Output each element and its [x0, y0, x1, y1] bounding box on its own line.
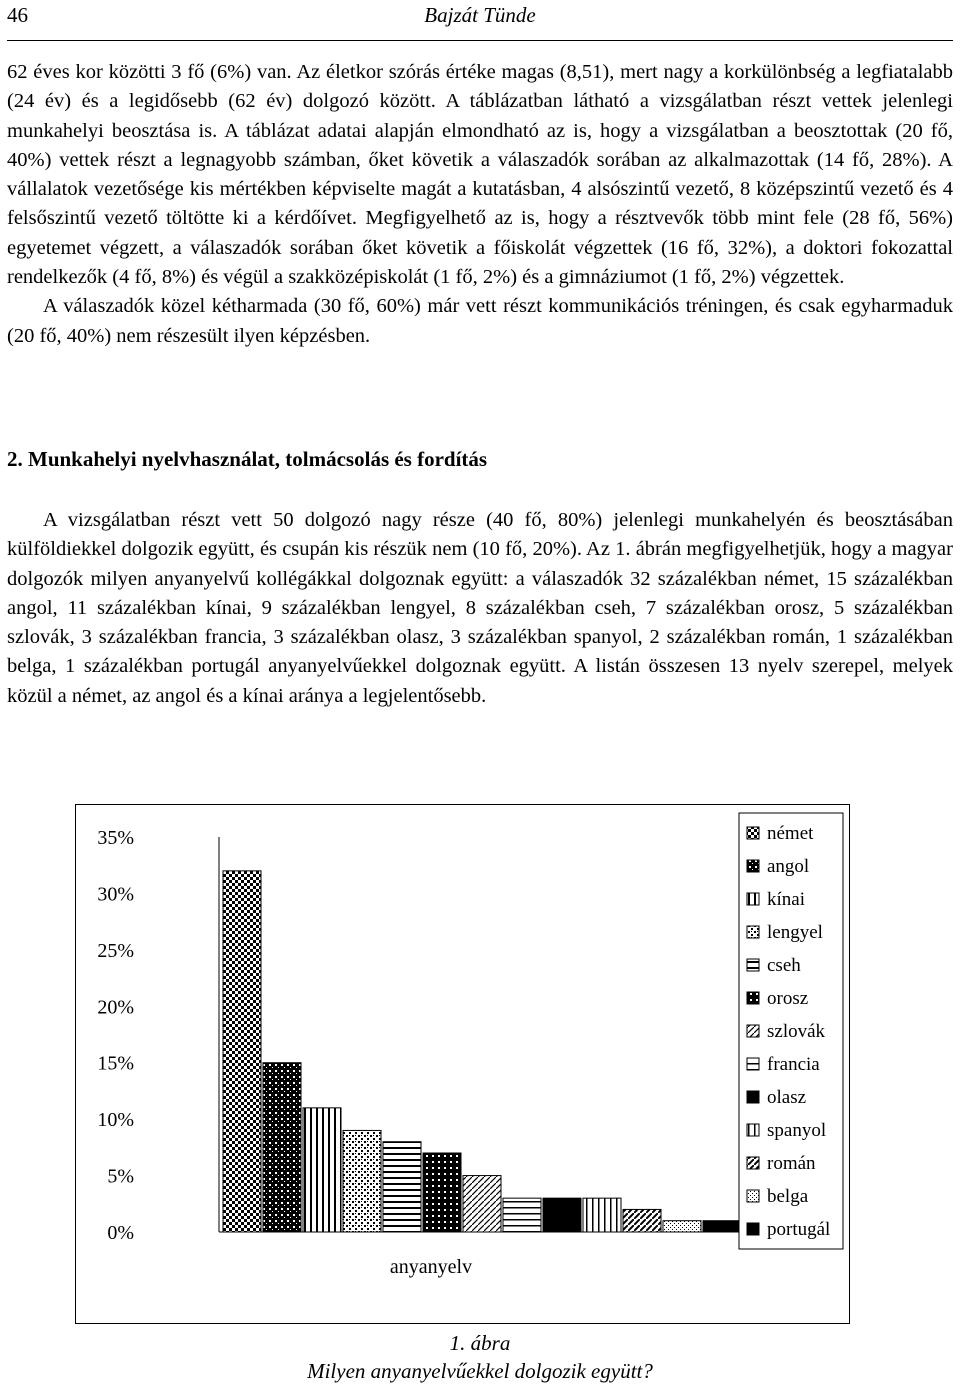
legend-label: angol — [767, 856, 810, 877]
y-tick-label: 25% — [97, 939, 134, 962]
legend-swatch — [747, 860, 759, 872]
legend-swatch — [747, 893, 759, 905]
paragraph: A vizsgálatban részt vett 50 dolgozó nagy része (40 fő, 80%) jelenlegi munkahelyén és beosztásában külföldiekkel dolgozik együtt, és csupán kis részük nem (10 fő, 20%). Az 1. ábrán megfigyelhetjük, hogy a magyar dolgozók milyen anyanyelvű kollégákkal dolgoznak együtt: a válaszadók 32 százalékban német, 15 százalékban angol, 11 százalékban kínai, 9 százalékban lengyel, 8 százalékban cseh, 7 százalékban orosz, 5 százalékban szlovák, 3 százalékban francia, 3 százalékban olasz, 3 százalékban spanyol, 2 százalékban román, 1 százalékban belga, 1 százalékban portugál anyanyelvűekkel dolgoznak együtt. A listán összesen 13 nyelv szerepel, melyek közül a német, az angol és a kínai aránya a legjelentősebb. — [7, 509, 953, 707]
legend-swatch — [747, 1091, 759, 1103]
legend-swatch — [747, 1223, 759, 1235]
bar-orosz — [423, 1153, 461, 1232]
legend-label: orosz — [767, 988, 809, 1009]
bar-szlovák — [463, 1176, 501, 1232]
bar-belga — [663, 1221, 701, 1232]
y-tick-label: 30% — [97, 883, 134, 906]
paragraph: A válaszadók közel kétharmada (30 fő, 60%) már vett részt kommunikációs tréningen, és csak egyharmaduk (20 fő, 40%) nem részesült ilyen képzésben. — [7, 295, 953, 347]
y-tick-label: 0% — [107, 1222, 134, 1244]
legend-label: cseh — [767, 955, 801, 976]
bar-német — [223, 871, 261, 1232]
bar-angol — [263, 1063, 301, 1232]
legend-label: belga — [767, 1186, 809, 1207]
bar-cseh — [383, 1142, 421, 1232]
section-heading: 2. Munkahelyi nyelvhasználat, tolmácsolás és fordítás — [7, 447, 488, 471]
bar-kínai — [303, 1108, 341, 1232]
running-head-author: Bajzát Tünde — [424, 3, 536, 27]
legend-swatch — [747, 827, 759, 839]
legend-swatch — [747, 1190, 759, 1202]
legend-label: német — [767, 823, 814, 844]
legend-label: francia — [767, 1054, 820, 1075]
y-tick-label: 35% — [97, 827, 134, 849]
bar-chart — [76, 805, 851, 1325]
body-text-top — [7, 58, 953, 351]
legend-swatch — [747, 926, 759, 938]
figure-chart — [75, 804, 850, 1324]
paragraph: 62 éves kor közötti 3 fő (6%) van. Az életkor szórás értéke magas (8,51), mert nagy a korkülönbség a legfiatalabb (24 év) és a legidősebb (62 év) dolgozó között. A táblázatban látható a vizsgálatban részt vettek jelenlegi munkahelyi beosztása is. A táblázat adatai alapján elmondható az is, hogy a vizsgálatban a beosztottak (20 fő, 40%) vettek részt a legnagyobb számban, őket követik a válaszadók sorában az alkalmazottak (14 fő, 28%). A vállalatok vezetősége kis mértékben képviselte magát a kutatásban, 4 alsószintű vezető, 8 középszintű vezető és 4 felsőszintű vezető töltötte ki a kérdőívet. Megfigyelhető az is, hogy a résztvevők több mint fele (28 fő, 56%) egyetemet végzett, a válaszadók sorában őket követik a főiskolát végzettek (16 fő, 32%), a doktori fokozattal rendelkezők (4 fő, 8%) és végül a szakközépiskolát (1 fő, 2%) és a gimnáziumot (1 fő, 2%) végzettek. — [7, 61, 953, 289]
bar-olasz — [543, 1198, 581, 1232]
legend-label: olasz — [767, 1087, 807, 1108]
x-axis-label: anyanyelv — [389, 1256, 473, 1278]
bar-román — [623, 1209, 661, 1232]
y-tick-label: 15% — [97, 1052, 134, 1075]
legend-label: portugál — [767, 1219, 831, 1240]
legend-swatch — [747, 1025, 759, 1037]
legend-swatch — [747, 1058, 759, 1070]
figure-caption-number: 1. ábra — [449, 1331, 511, 1355]
figure-caption-title: Milyen anyanyelvűekkel dolgozik együtt? — [307, 1359, 653, 1383]
legend-label: lengyel — [767, 922, 823, 943]
y-tick-label: 5% — [107, 1165, 134, 1188]
legend-swatch — [747, 959, 759, 971]
bar-francia — [503, 1198, 541, 1232]
legend-label: szlovák — [767, 1021, 826, 1042]
bar-spanyol — [583, 1198, 621, 1232]
legend-swatch — [747, 1157, 759, 1169]
legend-label: spanyol — [767, 1120, 827, 1141]
legend-swatch — [747, 992, 759, 1004]
bar-portugál — [703, 1221, 741, 1232]
body-text-bottom — [7, 506, 953, 711]
legend-label: kínai — [767, 889, 805, 910]
legend-label: román — [767, 1153, 816, 1174]
bar-lengyel — [343, 1130, 381, 1232]
y-tick-label: 10% — [97, 1109, 134, 1132]
legend-swatch — [747, 1124, 759, 1136]
page-number: 46 — [7, 3, 28, 27]
y-tick-label: 20% — [97, 996, 134, 1019]
page-header — [7, 0, 953, 41]
